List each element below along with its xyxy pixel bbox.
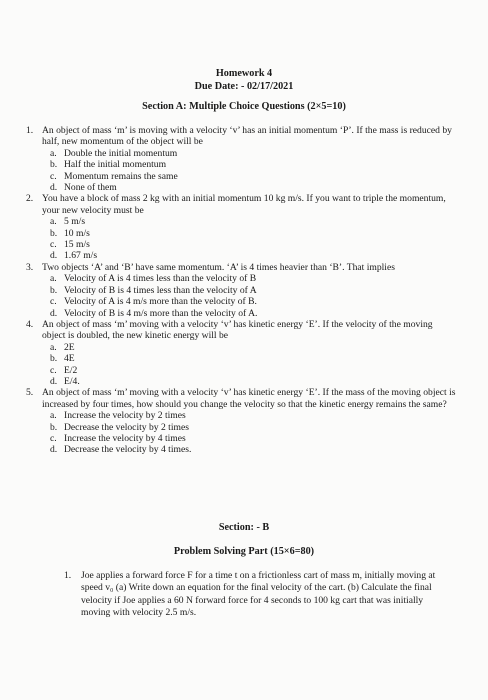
question-text: An object of mass ‘m’ is moving with a velocity ‘v’ has an initial momentum ‘P’. If the mass is reduced by half, new momentum of the object will be	[42, 125, 452, 148]
answer-option	[50, 216, 456, 227]
answer-option	[50, 159, 456, 170]
question-number: 2.	[26, 193, 34, 205]
answer-option	[50, 182, 456, 193]
option-text: Decrease the velocity by 4 times.	[64, 444, 192, 456]
option-text: Momentum remains the same	[64, 170, 178, 182]
document-header	[0, 67, 488, 93]
option-letter: d.	[50, 250, 58, 262]
option-letter: d.	[50, 375, 58, 387]
answer-option	[50, 171, 456, 182]
question-number: 5.	[26, 387, 34, 399]
answer-option	[50, 250, 456, 261]
answer-option	[50, 342, 456, 353]
option-letter: a.	[50, 410, 57, 422]
option-letter: c.	[50, 364, 57, 376]
option-text: 15 m/s	[64, 239, 90, 251]
answer-option	[50, 239, 456, 250]
answer-option	[50, 228, 456, 239]
due-date: Due Date: - 02/17/2021	[194, 81, 294, 92]
option-letter: d.	[50, 444, 58, 456]
question-5	[26, 387, 456, 455]
option-text: 1.67 m/s	[64, 250, 98, 262]
answer-option	[50, 422, 456, 433]
answer-option	[50, 365, 456, 376]
option-text: E/4.	[64, 375, 80, 387]
section-b-title: Section: - B	[218, 522, 270, 533]
option-letter: c.	[50, 296, 57, 308]
document-title: Homework 4	[215, 68, 273, 79]
answer-option	[50, 444, 456, 455]
option-letter: b.	[50, 421, 58, 433]
question-text: An object of mass ‘m’ moving with a velocity ‘v’ has kinetic energy ‘E’. If the mass of the moving object is increased by four times, how should you change the velocity so that the kinetic energy remains the same?	[42, 387, 456, 410]
section-a-title: Section A: Multiple Choice Questions (2×5=10)	[142, 101, 346, 112]
problem-solving-title: Problem Solving Part (15×6=80)	[173, 546, 315, 557]
question-number: 3.	[26, 261, 34, 273]
option-text: Velocity of B is 4 m/s more than the velocity of A.	[64, 307, 258, 319]
answer-option	[50, 308, 456, 319]
question-list	[26, 125, 456, 456]
option-letter: b.	[50, 284, 58, 296]
option-letter: b.	[50, 227, 58, 239]
problem-text: Joe applies a forward force F for a time t on a frictionless cart of mass m, initially moving at speed v₀ (a) Write down an equation for the final velocity of the cart. (b) Calculate the final velocity if Joe applies a 60 N forward force for 4 seconds to 100 kg cart that was initially moving with velocity 2.5 m/s.	[81, 570, 436, 619]
question-4	[26, 319, 456, 387]
option-text: 2E	[64, 341, 75, 353]
option-letter: a.	[50, 147, 57, 159]
option-text: Double the initial momentum	[64, 147, 178, 159]
question-1	[26, 125, 456, 193]
question-text: You have a block of mass 2 kg with an initial momentum 10 kg m/s. If you want to triple the momentum, your new velocity must be	[42, 193, 446, 216]
question-2	[26, 193, 456, 261]
question-number: 4.	[26, 318, 34, 330]
option-text: Velocity of B is 4 times less than the velocity of A	[64, 284, 257, 296]
option-letter: a.	[50, 216, 57, 228]
option-text: E/2	[64, 364, 78, 376]
option-letter: d.	[50, 182, 58, 194]
question-3	[26, 262, 456, 319]
answer-option	[50, 148, 456, 159]
answer-option	[50, 353, 456, 364]
answer-option	[50, 285, 456, 296]
option-letter: d.	[50, 307, 58, 319]
option-text: Increase the velocity by 2 times	[64, 410, 186, 422]
option-letter: b.	[50, 159, 58, 171]
option-letter: c.	[50, 170, 57, 182]
question-text: Two objects ‘A’ and ‘B’ have same momentum. ‘A’ is 4 times heavier than ‘B’. That implies	[42, 261, 395, 273]
option-text: 10 m/s	[64, 227, 90, 239]
option-text: Velocity of A is 4 m/s more than the velocity of B.	[64, 296, 257, 308]
option-letter: b.	[50, 353, 58, 365]
answer-option	[50, 273, 456, 284]
problem-number: 1.	[64, 570, 72, 581]
option-letter: c.	[50, 239, 57, 251]
option-letter: c.	[50, 432, 57, 444]
option-letter: a.	[50, 341, 57, 353]
answer-option	[50, 410, 456, 421]
option-text: Velocity of A is 4 times less than the velocity of B	[64, 273, 257, 285]
problem-1	[64, 570, 444, 620]
option-text: Decrease the velocity by 2 times	[64, 421, 189, 433]
question-text: An object of mass ‘m’ moving with a velocity ‘v’ has kinetic energy ‘E’. If the velocity of the moving object is doubled, the new kinetic energy will be	[42, 318, 433, 342]
question-number: 1.	[26, 125, 34, 136]
option-text: 5 m/s	[64, 216, 86, 228]
answer-option	[50, 296, 456, 307]
option-text: 4E	[64, 353, 75, 365]
option-text: Increase the velocity by 4 times	[64, 432, 186, 444]
answer-option	[50, 376, 456, 387]
option-letter: a.	[50, 273, 57, 285]
option-text: Half the initial momentum	[64, 159, 167, 171]
answer-option	[50, 433, 456, 444]
option-text: None of them	[64, 182, 117, 194]
